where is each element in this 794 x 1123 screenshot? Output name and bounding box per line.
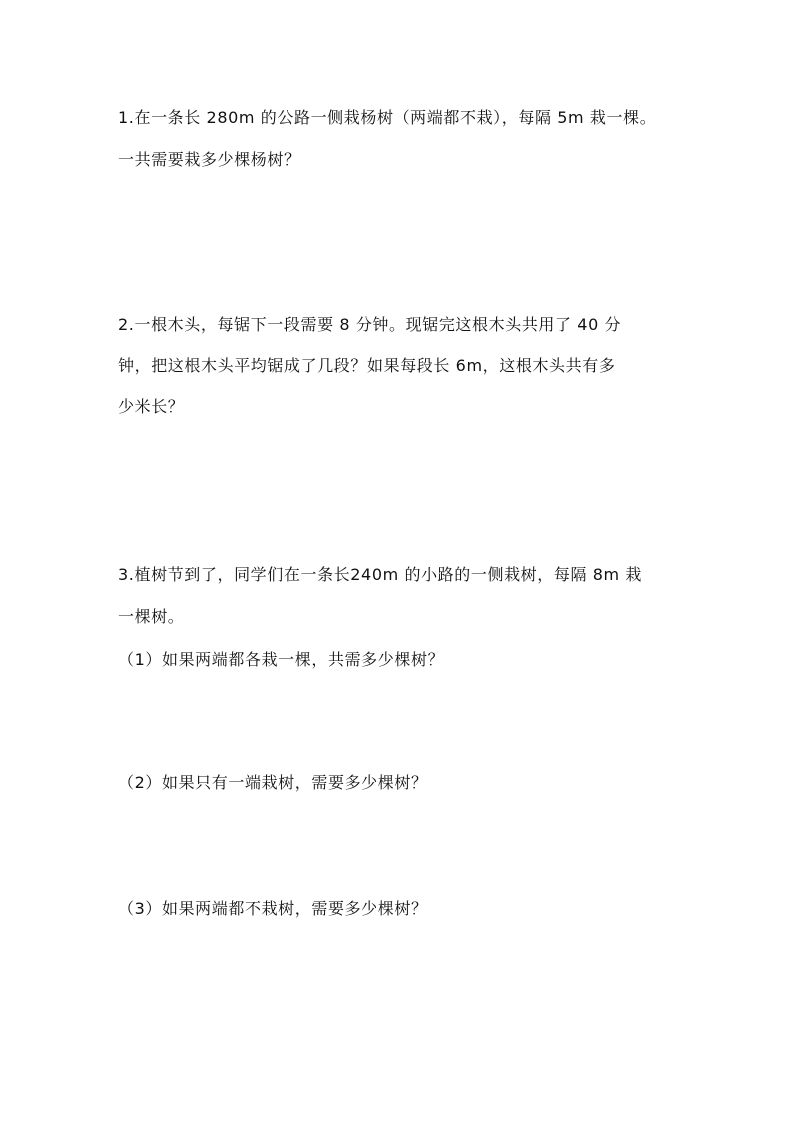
question-3-sub-1: （1）如果两端都各栽一棵，共需多少棵树？ [118,650,445,669]
question-2-line-3: 少米长？ [118,397,185,416]
question-3-line-1: 3.植树节到了，同学们在一条长240m 的小路的一侧栽树，每隔 8m 栽 [118,565,643,584]
question-3-line-2: 一棵树。 [118,607,185,626]
question-3-sub-3: （3）如果两端都不栽树，需要多少棵树？ [118,899,428,918]
question-2-line-1: 2.一根木头，每锯下一段需要 8 分钟。现锯完这根木头共用了 40 分 [118,315,622,334]
question-1-line-1: 1.在一条长 280m 的公路一侧栽杨树（两端都不栽），每隔 5m 栽一棵。 [118,108,657,127]
question-3-sub-2: （2）如果只有一端栽树，需要多少棵树？ [118,773,428,792]
question-1-line-2: 一共需要栽多少棵杨树？ [118,150,301,169]
question-2-line-2: 钟，把这根木头平均锯成了几段？如果每段长 6m，这根木头共有多 [118,356,616,375]
